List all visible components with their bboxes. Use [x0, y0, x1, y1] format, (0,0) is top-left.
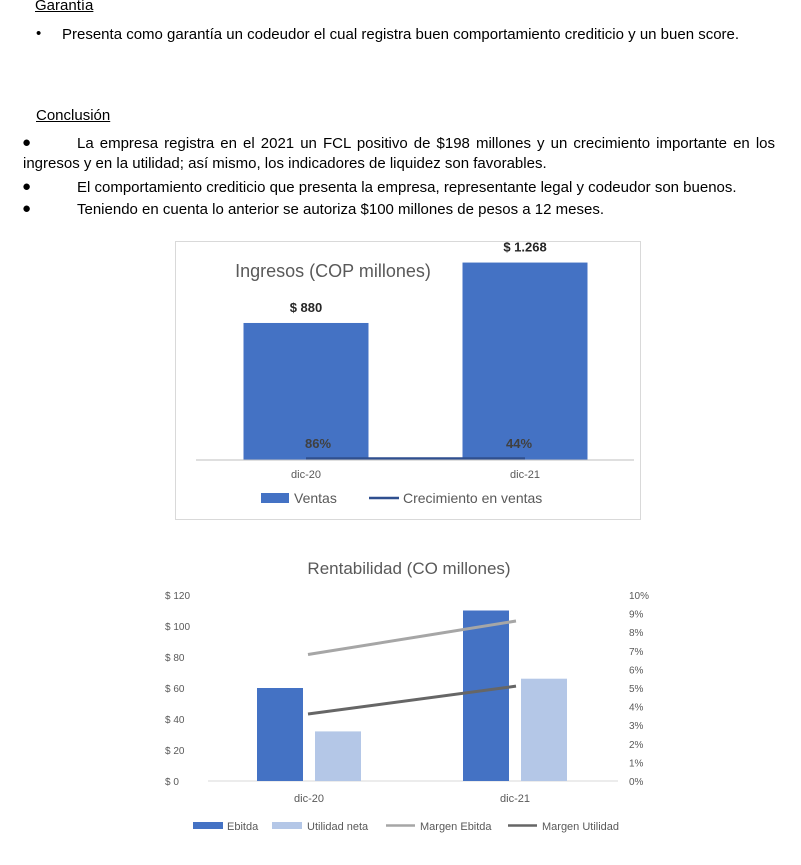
ingresos-chart-title: Ingresos (COP millones) [235, 261, 431, 281]
bullet-marker: ● [22, 200, 32, 217]
x-tick-label: dic-21 [510, 469, 540, 481]
crecimiento-data-label: 44% [505, 436, 533, 451]
conclusion-paragraph-1-line-2: ingresos y en la utilidad; así mismo, los indicadores de liquidez son favorables. [23, 155, 547, 172]
legend-margen-utilidad-label: Margen Utilidad [542, 821, 620, 833]
conclusion-heading: Conclusión [36, 107, 111, 124]
x-tick-label: dic-21 [500, 793, 530, 805]
left-axis-tick-label: $ 100 [165, 622, 191, 633]
conclusion-paragraph-3: Teniendo en cuenta lo anterior se autoriza $100 millones de pesos a 12 meses. [77, 201, 604, 218]
utilidad-neta-bar [315, 731, 361, 781]
ebitda-bar [257, 688, 303, 781]
legend-margen-ebitda-label: Margen Ebitda [420, 821, 492, 833]
bullet-marker: ● [22, 178, 32, 195]
conclusion-paragraph-1-line-1: La empresa registra en el 2021 un FCL positivo de $198 millones y un crecimiento importante en los [77, 135, 775, 152]
bullet-marker: • [36, 25, 42, 42]
right-axis-tick-label: 7% [629, 646, 644, 658]
right-axis-tick-label: 10% [629, 591, 650, 602]
right-axis-tick-label: 2% [629, 739, 644, 751]
legend-ebitda-swatch [193, 822, 223, 829]
ingresos-chart [176, 242, 640, 519]
rentabilidad-chart [150, 550, 670, 850]
conclusion-paragraph-2: El comportamiento crediticio que presenta la empresa, representante legal y codeudor son buenos. [77, 179, 737, 196]
legend-utilidad-neta-swatch [272, 822, 302, 829]
right-axis-tick-label: 1% [629, 758, 644, 770]
left-axis-tick-label: $ 20 [165, 746, 185, 757]
crecimiento-data-label: 86% [304, 436, 332, 451]
right-axis-tick-label: 8% [629, 628, 644, 640]
x-tick-label: dic-20 [294, 793, 324, 805]
left-axis-tick-label: $ 120 [165, 591, 191, 602]
left-axis-tick-label: $ 40 [165, 715, 185, 726]
right-axis-tick-label: 3% [629, 721, 644, 733]
ingresos-chart-frame [175, 241, 641, 520]
utilidad-neta-bar [521, 679, 567, 781]
x-tick-label: dic-20 [291, 469, 321, 481]
right-axis-tick-label: 5% [629, 684, 644, 695]
bullet-marker: ● [22, 134, 32, 151]
rentabilidad-chart-title: Rentabilidad (CO millones) [307, 559, 511, 578]
right-axis-tick-label: 0% [629, 777, 644, 788]
legend-crecimiento-label: Crecimiento en ventas [403, 490, 543, 506]
ventas-data-label: $ 1.268 [503, 242, 547, 255]
garantia-bullet-1: Presenta como garantía un codeudor el cual registra buen comportamiento crediticio y un buen score. [62, 26, 740, 43]
garantia-heading: Garantía [35, 0, 94, 14]
right-axis-tick-label: 6% [629, 665, 644, 677]
ventas-data-label: $ 880 [289, 299, 323, 315]
legend-ventas-swatch [261, 493, 289, 503]
left-axis-tick-label: $ 60 [165, 684, 185, 695]
right-axis-tick-label: 4% [629, 702, 644, 714]
legend-ventas-label: Ventas [294, 490, 337, 506]
ebitda-bar [463, 611, 509, 782]
legend-ebitda-label: Ebitda [227, 821, 259, 833]
left-axis-tick-label: $ 80 [165, 653, 185, 664]
ventas-bar [463, 263, 588, 460]
right-axis-tick-label: 9% [629, 609, 644, 621]
left-axis-tick-label: $ 0 [165, 777, 179, 788]
legend-utilidad-neta-label: Utilidad neta [307, 821, 369, 833]
